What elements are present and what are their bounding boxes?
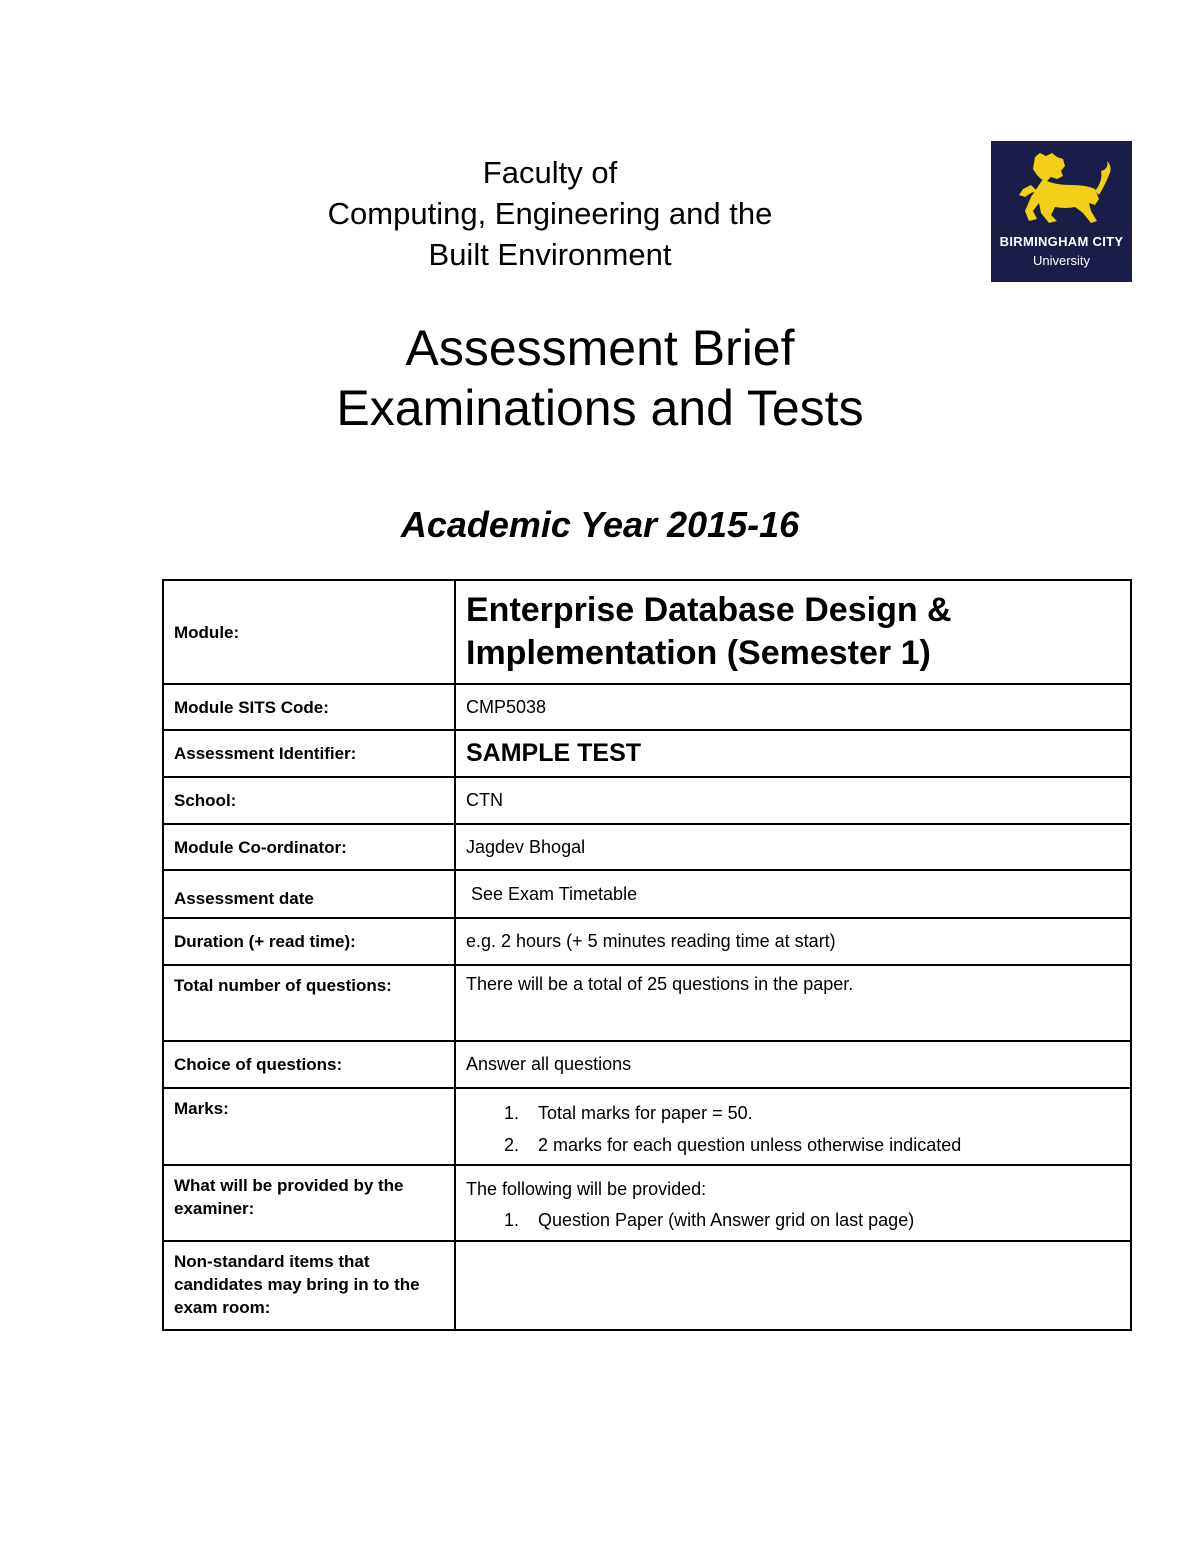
assessment-date-value: See Exam Timetable	[471, 883, 638, 904]
provided-intro: The following will be provided:	[466, 1179, 707, 1199]
row-label: Marks:	[163, 1088, 455, 1165]
table-row	[163, 965, 1131, 1041]
row-label: Module Co-ordinator:	[163, 824, 455, 870]
row-value: CMP5038	[455, 684, 1131, 730]
row-value	[455, 870, 1131, 918]
row-value: There will be a total of 25 questions in the paper.	[455, 965, 1131, 1041]
row-label: What will be provided by the examiner:	[163, 1165, 455, 1241]
table-row	[163, 777, 1131, 824]
table-row	[163, 684, 1131, 730]
row-value	[455, 1241, 1131, 1330]
row-value: Jagdev Bhogal	[455, 824, 1131, 870]
marks-list	[466, 1097, 1120, 1161]
row-value: CTN	[455, 777, 1131, 824]
table-row	[163, 1241, 1131, 1330]
logo-text-line1: BIRMINGHAM CITY	[999, 234, 1124, 249]
row-label: School:	[163, 777, 455, 824]
table-row	[163, 580, 1131, 684]
assessment-identifier-value: SAMPLE TEST	[466, 739, 642, 767]
row-value	[455, 1165, 1131, 1241]
row-value: Answer all questions	[455, 1041, 1131, 1088]
assessment-details-table	[162, 579, 1132, 1331]
row-label: Assessment Identifier:	[163, 730, 455, 777]
list-item: 1. Total marks for paper = 50.	[524, 1097, 1120, 1129]
row-label: Non-standard items that candidates may bring in to the exam room:	[163, 1241, 455, 1330]
academic-year: Academic Year 2015-16	[400, 504, 800, 545]
table-row	[163, 1088, 1131, 1165]
faculty-line: Computing, Engineering and the	[327, 196, 773, 231]
table-row	[163, 1041, 1131, 1088]
faculty-heading	[270, 152, 830, 275]
row-label: Module SITS Code:	[163, 684, 455, 730]
faculty-line: Faculty of	[482, 155, 618, 190]
module-title: Enterprise Database Design & Implementation (Semester 1)	[466, 591, 952, 672]
row-label: Choice of questions:	[163, 1041, 455, 1088]
logo-text-line2: University	[1032, 253, 1091, 268]
table-row	[163, 1165, 1131, 1241]
row-value	[455, 580, 1131, 684]
provided-list	[466, 1204, 1120, 1236]
faculty-line: Built Environment	[428, 237, 672, 272]
row-value	[455, 1088, 1131, 1165]
row-label: Duration (+ read time):	[163, 918, 455, 965]
table-row	[163, 730, 1131, 777]
list-item: 2. 2 marks for each question unless otherwise indicated	[524, 1129, 1120, 1161]
row-label: Total number of questions:	[163, 965, 455, 1041]
table-row	[163, 918, 1131, 965]
document-title	[200, 318, 1000, 438]
title-line: Assessment Brief	[405, 320, 795, 376]
row-value	[455, 730, 1131, 777]
row-label: Assessment date	[163, 870, 455, 918]
row-value: e.g. 2 hours (+ 5 minutes reading time at start)	[455, 918, 1131, 965]
table-row	[163, 870, 1131, 918]
university-logo	[991, 141, 1132, 282]
list-item: 1. Question Paper (with Answer grid on last page)	[524, 1204, 1120, 1236]
table-row	[163, 824, 1131, 870]
row-label: Module:	[163, 580, 455, 684]
title-line: Examinations and Tests	[336, 380, 864, 436]
